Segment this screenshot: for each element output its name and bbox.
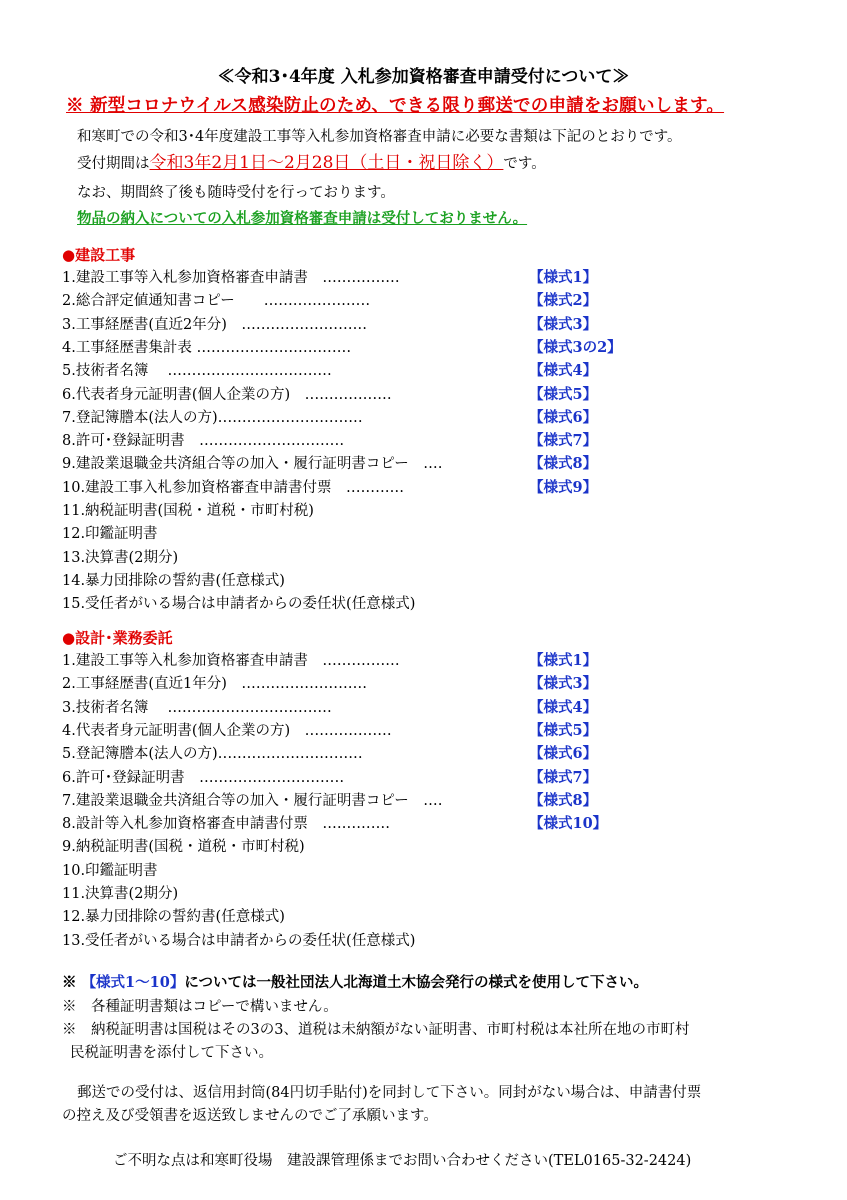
list-item-label: 3.工事経歴書(直近2年分) ‥‥‥‥‥‥‥‥‥‥‥‥‥ — [62, 316, 368, 333]
note-tax-line2: 民税証明書を添付して下さい。 — [70, 1045, 273, 1061]
list-item-label: 10.建設工事入札参加資格審査申請書付票 ‥‥‥‥‥‥ — [62, 479, 405, 496]
list-item — [62, 548, 178, 568]
mail-line2: の控え及び受領書を返送致しませんのでご了承願います。 — [62, 1108, 438, 1124]
list-item — [62, 698, 598, 718]
form-reference: 【様式3】 — [529, 675, 598, 693]
list-item — [62, 674, 598, 694]
list-item — [62, 408, 598, 428]
list-item — [62, 385, 598, 405]
goods-notice: 物品の納入についての入札参加資格審査申請は受付しておりません。 — [77, 210, 528, 227]
list-item-label: 5.登記簿謄本(法人の方)‥‥‥‥‥‥‥‥‥‥‥‥‥‥‥ — [62, 746, 363, 763]
list-item-label: 2.総合評定値通知書コピー ‥‥‥‥‥‥‥‥‥‥‥ — [62, 293, 371, 310]
list-item-label: 3.技術者名簿 ‥‥‥‥‥‥‥‥‥‥‥‥‥‥‥‥‥ — [62, 699, 332, 716]
list-item-label: 1.建設工事等入札参加資格審査申請書 ‥‥‥‥‥‥‥‥ — [62, 270, 400, 286]
form-reference: 【様式5】 — [529, 385, 598, 403]
note-form-text: については一般社団法人北海道土木協会発行の様式を使用して下さい。 — [184, 974, 649, 991]
list-item-label: 15.受任者がいる場合は申請者からの委任状(任意様式) — [62, 596, 416, 613]
list-item — [62, 931, 415, 951]
list-item-label: 11.納税証明書(国税・道税・市町村税) — [62, 503, 314, 519]
design-heading: ●設計･業務委託 — [62, 629, 173, 647]
form-reference: 【様式1】 — [529, 269, 598, 286]
form-reference: 【様式2】 — [529, 292, 598, 310]
list-item-label: 7.建設業退職金共済組合等の加入・履行証明書コピー ‥‥ — [62, 792, 443, 809]
period-dates: 令和3年2月1日～2月28日（土日・祝日除く） — [149, 153, 504, 173]
form-reference: 【様式8】 — [529, 455, 598, 473]
list-item — [62, 594, 415, 614]
list-item — [62, 431, 598, 451]
list-item-label: 14.暴力団排除の誓約書(任意様式) — [62, 572, 285, 589]
form-reference: 【様式8】 — [529, 791, 598, 809]
form-reference: 【様式4】 — [529, 698, 598, 716]
form-reference: 【様式4】 — [529, 362, 598, 380]
form-reference: 【様式5】 — [529, 721, 598, 739]
list-item — [62, 338, 622, 358]
list-item — [62, 721, 598, 741]
list-item — [62, 861, 158, 881]
list-item — [62, 837, 305, 857]
list-item-label: 12.暴力団排除の誓約書(任意様式) — [62, 909, 285, 926]
list-item — [62, 524, 158, 544]
list-item — [62, 884, 178, 904]
list-item — [62, 291, 598, 311]
list-item-label: 8.許可･登録証明書 ‥‥‥‥‥‥‥‥‥‥‥‥‥‥‥ — [62, 433, 345, 450]
note-copies: ※ 各種証明書類はコピーで構いません。 — [62, 999, 338, 1015]
list-item — [62, 571, 285, 591]
after-period-line: なお、期間終了後も随時受付を行っております。 — [77, 185, 395, 201]
list-item-label: 2.工事経歴書(直近1年分) ‥‥‥‥‥‥‥‥‥‥‥‥‥ — [62, 676, 368, 693]
list-item-label: 6.許可･登録証明書 ‥‥‥‥‥‥‥‥‥‥‥‥‥‥‥ — [62, 769, 345, 786]
list-item — [62, 814, 608, 834]
list-item-label: 11.決算書(2期分) — [62, 886, 179, 902]
list-item-label: 5.技術者名簿 ‥‥‥‥‥‥‥‥‥‥‥‥‥‥‥‥‥ — [62, 363, 332, 380]
list-item — [62, 478, 598, 498]
list-item — [62, 361, 598, 381]
list-item — [62, 501, 314, 521]
period-suffix: です。 — [503, 156, 546, 172]
page-title: ≪令和3･4年度 入札参加資格審査申請受付について≫ — [217, 67, 630, 87]
list-item-label: 13.決算書(2期分) — [62, 549, 179, 566]
form-reference: 【様式3】 — [529, 315, 598, 333]
period-line — [77, 153, 546, 174]
intro-line: 和寒町での令和3･4年度建設工事等入札参加資格審査申請に必要な書類は下記のとおりです。 — [77, 129, 682, 145]
period-prefix: 受付期間は — [77, 156, 150, 172]
list-item-label: 9.建設業退職金共済組合等の加入・履行証明書コピー ‥‥ — [62, 456, 443, 473]
list-item-label: 4.工事経歴書集計表 ‥‥‥‥‥‥‥‥‥‥‥‥‥‥‥‥ — [62, 339, 352, 356]
contact-line: ご不明な点は和寒町役場 建設課管理係までお問い合わせください(TEL0165-32-2424) — [113, 1153, 692, 1169]
form-reference: 【様式3の2】 — [529, 338, 622, 356]
form-reference: 【様式1】 — [529, 652, 598, 669]
list-item — [62, 907, 285, 927]
note-forms — [62, 973, 648, 993]
note-tax-line1: ※ 納税証明書は国税はその3の3、道税は未納額がない証明書、市町村税は本社所在地の市町村 — [62, 1022, 690, 1038]
list-item-label: 7.登記簿謄本(法人の方)‥‥‥‥‥‥‥‥‥‥‥‥‥‥‥ — [62, 409, 363, 426]
list-item-label: 6.代表者身元証明書(個人企業の方) ‥‥‥‥‥‥‥‥‥ — [62, 386, 392, 403]
construction-heading: ●建設工事 — [62, 246, 136, 264]
list-item-label: 9.納税証明書(国税・道税・市町村税) — [62, 839, 305, 856]
note-mark: ※ — [62, 974, 77, 991]
form-reference: 【様式9】 — [529, 478, 598, 496]
list-item — [62, 315, 598, 335]
list-item — [62, 744, 598, 764]
covid-warning: ※ 新型コロナウイルス感染防止のため、できる限り郵送での申請をお願いします。 — [66, 96, 725, 116]
list-item-label: 13.受任者がいる場合は申請者からの委任状(任意様式) — [62, 932, 416, 949]
form-reference: 【様式7】 — [529, 768, 598, 786]
list-item — [62, 268, 598, 288]
list-item-label: 8.設計等入札参加資格審査申請書付票 ‥‥‥‥‥‥‥ — [62, 816, 391, 833]
form-reference: 【様式6】 — [529, 745, 598, 763]
list-item-label: 4.代表者身元証明書(個人企業の方) ‥‥‥‥‥‥‥‥‥ — [62, 722, 392, 739]
note-form-range: 【様式1～10】 — [81, 974, 185, 991]
list-item-label: 10.印鑑証明書 — [62, 862, 158, 879]
list-item — [62, 651, 598, 671]
list-item-label: 12.印鑑証明書 — [62, 526, 158, 543]
form-reference: 【様式7】 — [529, 432, 598, 450]
list-item — [62, 454, 598, 474]
list-item — [62, 768, 598, 788]
form-reference: 【様式10】 — [529, 815, 608, 833]
list-item — [62, 791, 598, 811]
mail-line1: 郵送での受付は、返信用封筒(84円切手貼付)を同封して下さい。同封がない場合は、申請書付票 — [77, 1085, 702, 1101]
list-item-label: 1.建設工事等入札参加資格審査申請書 ‥‥‥‥‥‥‥‥ — [62, 653, 400, 669]
form-reference: 【様式6】 — [529, 408, 598, 426]
